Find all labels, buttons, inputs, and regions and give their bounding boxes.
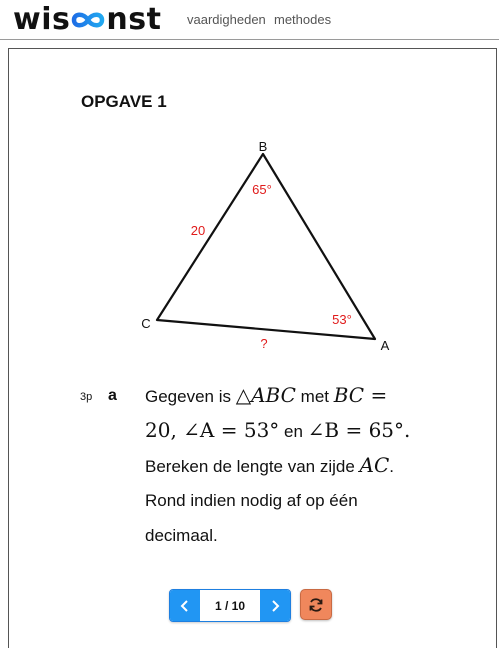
part-label: a <box>108 387 117 404</box>
triangle-figure <box>120 130 410 360</box>
top-navigation-bar <box>0 0 499 40</box>
side-ac-label: ? <box>260 336 268 351</box>
question-text-segment: en <box>279 422 308 441</box>
logo-text-right: nst <box>106 2 162 37</box>
header-divider <box>0 39 499 40</box>
question-text-segment: met <box>295 387 334 406</box>
logo-loop-icon <box>71 9 105 31</box>
chevron-left-icon <box>180 600 190 612</box>
math-angle-a: 20, ∠A = 53° <box>145 418 280 442</box>
refresh-exercise-button[interactable] <box>300 589 332 620</box>
previous-question-button[interactable] <box>170 590 200 621</box>
vertex-a-label: A <box>380 338 390 353</box>
next-question-button[interactable] <box>260 590 290 621</box>
question-counter: 1 / 10 <box>200 590 260 621</box>
question-line-1 <box>145 377 435 412</box>
math-side-ac: AC <box>359 453 390 477</box>
question-line-4: Rond indien nodig af op één <box>145 491 358 510</box>
points-label: 3p <box>80 391 93 403</box>
vertex-c-label: C <box>141 316 151 331</box>
question-text-segment: Gegeven is <box>145 387 236 406</box>
question-line-3 <box>145 447 435 482</box>
angle-a-label: 53° <box>332 312 352 327</box>
nav-link-methodes[interactable]: methodes <box>274 12 332 27</box>
question-text <box>145 377 435 552</box>
wisconst-logo[interactable] <box>13 4 161 36</box>
math-bc-equals: BC = <box>333 383 388 407</box>
refresh-icon <box>308 597 324 613</box>
nav-link-vaardigheden[interactable]: vaardigheden <box>187 12 266 27</box>
exercise-title: OPGAVE 1 <box>81 92 167 111</box>
question-text-segment: Bereken de lengte van zijde <box>145 457 360 476</box>
side-bc-label: 20 <box>190 223 206 238</box>
question-line-2 <box>145 412 435 447</box>
question-text-segment: . <box>389 457 395 476</box>
vertex-b-label: B <box>258 139 268 154</box>
angle-b-label: 65° <box>252 182 272 197</box>
logo-text-left: wis <box>13 2 71 37</box>
question-pager <box>169 589 291 622</box>
math-angle-b: ∠B = 65°. <box>307 418 411 442</box>
question-line-5: decimaal. <box>145 526 218 545</box>
chevron-right-icon <box>270 600 280 612</box>
math-triangle-abc: △ABC <box>235 383 296 407</box>
